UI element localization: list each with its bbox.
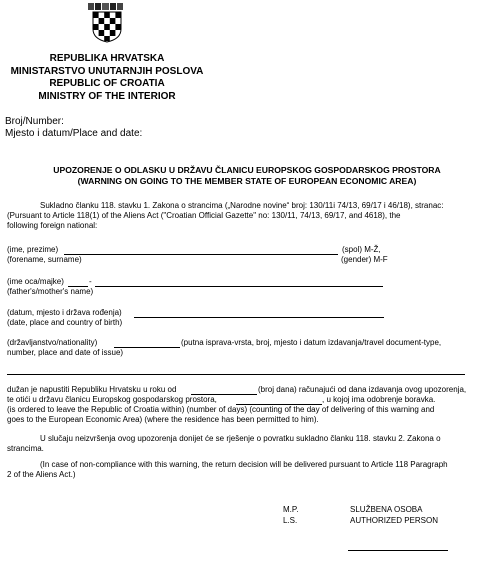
parent-label-hr: (ime oca/majke) [7, 277, 64, 286]
eea-state-text: te otići u državu članicu Europskog gospodarskog prostora, [7, 395, 217, 404]
header-ministry-en: MINISTRY OF THE INTERIOR [38, 90, 176, 102]
eea-state-text-2: , u kojoj ima odobrenje boravka. [322, 395, 436, 404]
birth-input-line[interactable] [134, 317, 384, 318]
name-label-hr: (ime, prezime) [7, 245, 59, 254]
parent-input-line-b[interactable] [95, 286, 383, 287]
travel-document-input-line[interactable] [7, 374, 465, 375]
gender-label-en: (gender) M-F [341, 255, 388, 264]
parent-label-en: (father's/mother's name) [7, 287, 94, 296]
signature-line[interactable] [348, 550, 448, 551]
leave-deadline-text-en: (is ordered to leave the Republic of Croatia within) (number of days) (counting of the day of delivering of this warning and [7, 405, 435, 414]
name-input-line[interactable] [64, 254, 338, 255]
birth-label-hr: (datum, mjesto i država rođenja) [7, 308, 122, 317]
gender-label-hr: (spol) M-Ž, [342, 245, 381, 254]
travel-document-label-en: number, place and date of issue) [7, 348, 124, 357]
seal-label-en: L.S. [283, 516, 298, 525]
name-label-en: (forename, surname) [7, 255, 82, 264]
leave-deadline-text: dužan je napustiti Republiku Hrvatsku u roku od [7, 385, 177, 394]
header-republic-en: REPUBLIC OF CROATIA [49, 78, 165, 89]
croatian-coat-of-arms-icon [86, 3, 128, 43]
institution-header [7, 53, 207, 103]
eea-state-text-en: goes to the European Economic Area) (where the residence has been permitted to him). [7, 415, 319, 424]
header-republic-hr: REPUBLIKA HRVATSKA [49, 53, 165, 64]
non-compliance-text-hr-2: strancima. [7, 444, 44, 453]
document-title-en: (WARNING ON GOING TO THE MEMBER STATE OF EUROPEAN ECONOMIC AREA) [77, 176, 417, 186]
reference-number-label: Broj/Number: [5, 116, 64, 127]
intro-line-hr: Sukladno članku 118. stavku 1. Zakona o strancima („Narodne novine“ broj: 130/11i 74/13, 69/17 i 46/18), stranac: [40, 201, 444, 210]
non-compliance-text-hr: U slučaju neizvršenja ovog upozorenja donijet će se rješenje o povratku sukladno članku 118. stavku 2. Zakona o [40, 434, 441, 443]
non-compliance-text-en-2: 2 of the Aliens Act.) [7, 470, 76, 479]
header-ministry-hr: MINISTARSTVO UNUTARNJIH POSLOVA [10, 65, 204, 77]
place-date-label: Mjesto i datum/Place and date: [5, 128, 143, 139]
non-compliance-text-en: (In case of non-compliance with this warning, the return decision will be delivered pursuant to Article 118 Paragraph [40, 460, 448, 469]
document-title: UPOZORENJE O ODLASKU U DRŽAVU ČLANICU EUROPSKOG GOSPODARSKOG PROSTORA [53, 165, 441, 175]
birth-label-en: (date, place and country of birth) [7, 318, 123, 327]
nationality-label: (državljanstvo/nationality) [7, 338, 98, 347]
nationality-input-line[interactable] [114, 347, 180, 348]
official-label-hr: SLUŽBENA OSOBA [350, 505, 423, 514]
intro-line-en: (Pursuant to Article 118(1) of the Aliens Act ("Croatian Official Gazette" no: 130/11, 74/13, 69/17, and 4618), the [7, 211, 401, 220]
seal-label-hr: M.P. [283, 505, 299, 514]
leave-deadline-text-2: (broj dana) računajući od dana izdavanja ovog upozorenja, [258, 385, 467, 394]
intro-line-en-2: following foreign national: [7, 221, 98, 230]
travel-document-label-hr: (putna isprava-vrsta, broj, mjesto i datum izdavanja/travel document-type, [181, 338, 442, 347]
official-label-en: AUTHORIZED PERSON [350, 516, 439, 525]
parent-separator: - [89, 277, 92, 286]
